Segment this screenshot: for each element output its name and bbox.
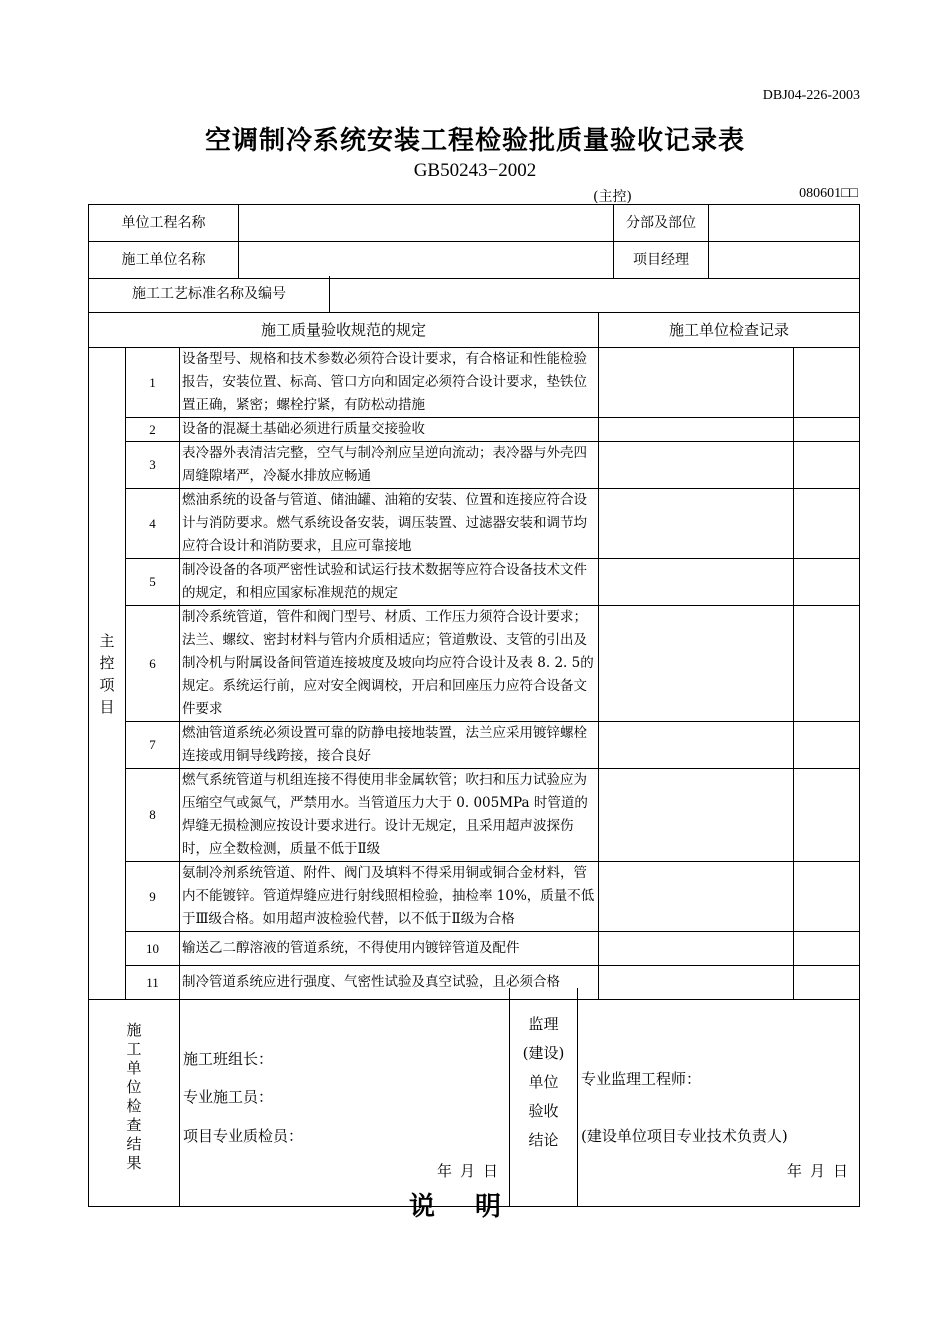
construction-unit-field[interactable] [239, 242, 614, 279]
record-extra-cell[interactable] [794, 348, 860, 418]
item-text: 燃气系统管道与机组连接不得使用非金属软管；吹扫和压力试验应为压缩空气或氮气，严禁用水。当管道压力大于 0. 005MPa 时管道的焊缝无损检测应按设计要求进行。设计无规定，且采用超声波探伤时，应全数检测，质量不低于Ⅱ级 [180, 769, 599, 862]
item-text: 输送乙二醇溶液的管道系统，不得使用内镀锌管道及配件 [180, 932, 599, 966]
record-cell[interactable] [599, 348, 794, 418]
record-cell[interactable] [599, 932, 794, 966]
note-heading: 说明 [408, 1192, 541, 1222]
supervision-label-cell [510, 988, 578, 1207]
group-label-text: 主控项目 [99, 631, 115, 716]
record-extra-cell[interactable] [794, 606, 860, 722]
supervision-label-line: 验收 [528, 1102, 559, 1120]
form-number: 080601□□ [799, 186, 858, 201]
item-text: 燃油管道系统必须设置可靠的防静电接地装置，法兰应采用镀锌螺栓连接或用铜导线跨接，接合良好 [180, 722, 599, 769]
item-text: 制冷设备的各项严密性试验和试运行技术数据等应符合设备技术文件的规定，和相应国家标准规范的规定 [180, 559, 599, 606]
record-extra-cell[interactable] [794, 442, 860, 489]
item-text: 设备型号、规格和技术参数必须符合设计要求，有合格证和性能检验报告，安装位置、标高、管口方向和固定必须符合设计要求，垫铁位置正确，紧密；螺栓拧紧，有防松动措施 [180, 348, 599, 418]
item-text: 表冷器外表清洁完整，空气与制冷剂应呈逆向流动；表冷器与外壳四周缝隙堵严，冷凝水排放应畅通 [180, 442, 599, 489]
process-standard-field[interactable] [330, 276, 860, 313]
inspection-header-row [89, 312, 860, 348]
supervision-date: 年月日 [786, 1162, 856, 1180]
item-number: 11 [126, 966, 180, 1000]
record-cell[interactable] [599, 769, 794, 862]
signoff-row [89, 988, 860, 1207]
table-row [89, 489, 860, 559]
table-row [89, 606, 860, 722]
construction-unit-label: 施工单位名称 [89, 242, 239, 279]
item-text: 设备的混凝土基础必须进行质量交接验收 [180, 418, 599, 442]
record-extra-cell[interactable] [794, 418, 860, 442]
item-number: 2 [126, 418, 180, 442]
supervisor-label: 专业监理工程师： [581, 1070, 702, 1088]
sub-part-label: 分部及部位 [614, 205, 709, 242]
project-manager-label: 项目经理 [614, 242, 709, 279]
item-text: 氨制冷剂系统管道、附件、阀门及填料不得采用铜或铜合金材料，管内不能镀锌。管道焊缝应进行射线照相检验，抽检率 10%，质量不低于Ⅲ级合格。如用超声波检验代替，以不低于Ⅱ级为合格 [180, 862, 599, 932]
info-row-construction [89, 242, 860, 279]
supervision-label-line: 监理 [528, 1015, 559, 1033]
record-extra-cell[interactable] [794, 559, 860, 606]
record-extra-cell[interactable] [794, 932, 860, 966]
document-code: DBJ04-226-2003 [762, 88, 860, 103]
item-number: 7 [126, 722, 180, 769]
table-row [89, 769, 860, 862]
table-row [89, 442, 860, 489]
specialist-worker-label: 专业施工员： [183, 1088, 274, 1106]
record-cell[interactable] [599, 489, 794, 559]
record-extra-cell[interactable] [794, 862, 860, 932]
record-extra-cell[interactable] [794, 722, 860, 769]
item-number: 3 [126, 442, 180, 489]
table-row [89, 862, 860, 932]
group-label-main-control [89, 348, 126, 1000]
spec-header: 施工质量验收规范的规定 [89, 312, 599, 348]
process-standard-table [88, 276, 860, 313]
supervision-signature-cell[interactable] [578, 988, 860, 1207]
record-cell[interactable] [599, 722, 794, 769]
info-row-process [89, 276, 860, 313]
record-header: 施工单位检查记录 [599, 312, 860, 348]
unit-project-label: 单位工程名称 [89, 205, 239, 242]
table-row [89, 559, 860, 606]
inspection-table [88, 312, 860, 1000]
item-number: 8 [126, 769, 180, 862]
team-leader-label: 施工班组长： [183, 1050, 274, 1068]
project-manager-field[interactable] [709, 242, 860, 279]
info-table [88, 204, 860, 279]
record-cell[interactable] [599, 862, 794, 932]
record-extra-cell[interactable] [794, 489, 860, 559]
table-row [89, 348, 860, 418]
item-number: 5 [126, 559, 180, 606]
item-number: 4 [126, 489, 180, 559]
item-number: 9 [126, 862, 180, 932]
unit-project-field[interactable] [239, 205, 614, 242]
construction-check-label-cell [89, 988, 180, 1207]
supervision-label-line: 结论 [528, 1131, 559, 1149]
supervision-label-line: 单位 [528, 1073, 559, 1091]
item-number: 1 [126, 348, 180, 418]
record-cell[interactable] [599, 559, 794, 606]
item-number: 6 [126, 606, 180, 722]
form-title: 空调制冷系统安装工程检验批质量验收记录表 [204, 126, 745, 156]
item-text: 燃油系统的设备与管道、储油罐、油箱的安装、位置和连接应符合设计与消防要求。燃气系统设备安装，调压装置、过滤器安装和调节均应符合设计和消防要求，且应可靠接地 [180, 489, 599, 559]
record-cell[interactable] [599, 418, 794, 442]
standard-code: GB50243−2002 [413, 160, 537, 181]
table-row [89, 722, 860, 769]
construction-signature-cell[interactable] [180, 988, 510, 1207]
owner-rep-label: (建设单位项目专业技术负责人) [581, 1127, 788, 1145]
record-cell[interactable] [599, 442, 794, 489]
info-row-unit [89, 205, 860, 242]
sub-part-field[interactable] [709, 205, 860, 242]
signoff-table [88, 988, 860, 1207]
supervision-label-line: (建设) [522, 1044, 565, 1062]
record-extra-cell[interactable] [794, 769, 860, 862]
table-row [89, 932, 860, 966]
item-number: 10 [126, 932, 180, 966]
construction-check-label: 施工单位检查结果 [126, 1020, 142, 1172]
quality-inspector-label: 项目专业质检员： [183, 1127, 304, 1145]
item-text: 制冷系统管道，管件和阀门型号、材质、工作压力须符合设计要求；法兰、螺纹、密封材料与管内介质相适应；管道敷设、支管的引出及制冷机与附属设备间管道连接坡度及坡向均应符合设计及表 8. 2. 5的规定。系统运行前，应对安全阀调校，开启和回座压力应符合设备文件要求 [180, 606, 599, 722]
construction-date: 年月日 [436, 1162, 506, 1180]
record-cell[interactable] [599, 606, 794, 722]
control-tag: (主控) [593, 189, 632, 205]
item-text: 制冷管道系统应进行强度、气密性试验及真空试验，且必须合格 [180, 966, 599, 1000]
process-standard-label: 施工工艺标准名称及编号 [89, 276, 330, 313]
table-row [89, 418, 860, 442]
